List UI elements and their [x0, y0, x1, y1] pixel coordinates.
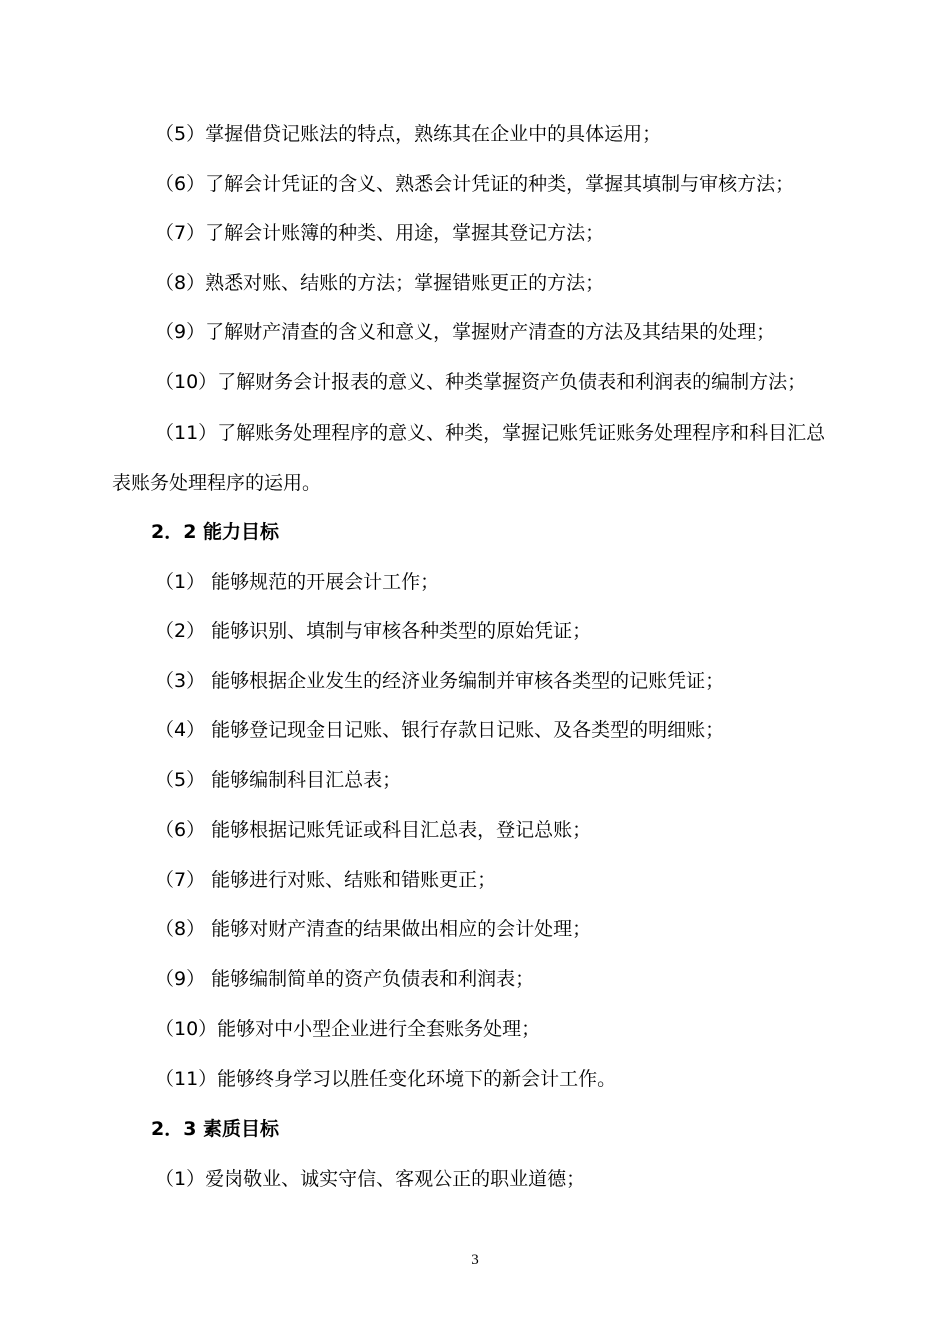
ability-item-4: （4） 能够登记现金日记账、银行存款日记账、及各类型的明细账； — [155, 719, 725, 741]
ability-item-1: （1） 能够规范的开展会计工作； — [155, 571, 440, 593]
ability-item-8: （8） 能够对财产清查的结果做出相应的会计处理； — [155, 918, 592, 940]
quality-item-1: （1）爱岗敬业、诚实守信、客观公正的职业道德； — [155, 1168, 586, 1190]
ability-item-3: （3） 能够根据企业发生的经济业务编制并审核各类型的记账凭证； — [155, 670, 725, 692]
knowledge-item-11-continued: 表账务处理程序的运用。 — [112, 472, 322, 494]
ability-item-7: （7） 能够进行对账、结账和错账更正； — [155, 869, 497, 891]
knowledge-item-7: （7）了解会计账簿的种类、用途，掌握其登记方法； — [155, 222, 605, 244]
section-heading-quality-goals: 2．3 素质目标 — [151, 1118, 280, 1140]
knowledge-item-11: （11）了解账务处理程序的意义、种类，掌握记账凭证账务处理程序和科目汇总 — [155, 422, 826, 444]
ability-item-10: （10）能够对中小型企业进行全套账务处理； — [155, 1018, 541, 1040]
page-number: 3 — [471, 1252, 479, 1268]
knowledge-item-8: （8）熟悉对账、结账的方法；掌握错账更正的方法； — [155, 272, 605, 294]
knowledge-item-10: （10）了解财务会计报表的意义、种类掌握资产负债表和利润表的编制方法； — [155, 371, 807, 393]
ability-item-9: （9） 能够编制简单的资产负债表和利润表； — [155, 968, 535, 990]
ability-item-6: （6） 能够根据记账凭证或科目汇总表，登记总账； — [155, 819, 592, 841]
knowledge-item-5: （5）掌握借贷记账法的特点，熟练其在企业中的具体运用； — [155, 123, 662, 145]
ability-item-2: （2） 能够识别、填制与审核各种类型的原始凭证； — [155, 620, 592, 642]
knowledge-item-6: （6）了解会计凭证的含义、熟悉会计凭证的种类，掌握其填制与审核方法； — [155, 173, 795, 195]
ability-item-5: （5） 能够编制科目汇总表； — [155, 769, 402, 791]
knowledge-item-9: （9）了解财产清查的含义和意义，掌握财产清查的方法及其结果的处理； — [155, 321, 776, 343]
section-heading-ability-goals: 2．2 能力目标 — [151, 521, 280, 543]
ability-item-11: （11）能够终身学习以胜任变化环境下的新会计工作。 — [155, 1068, 617, 1090]
